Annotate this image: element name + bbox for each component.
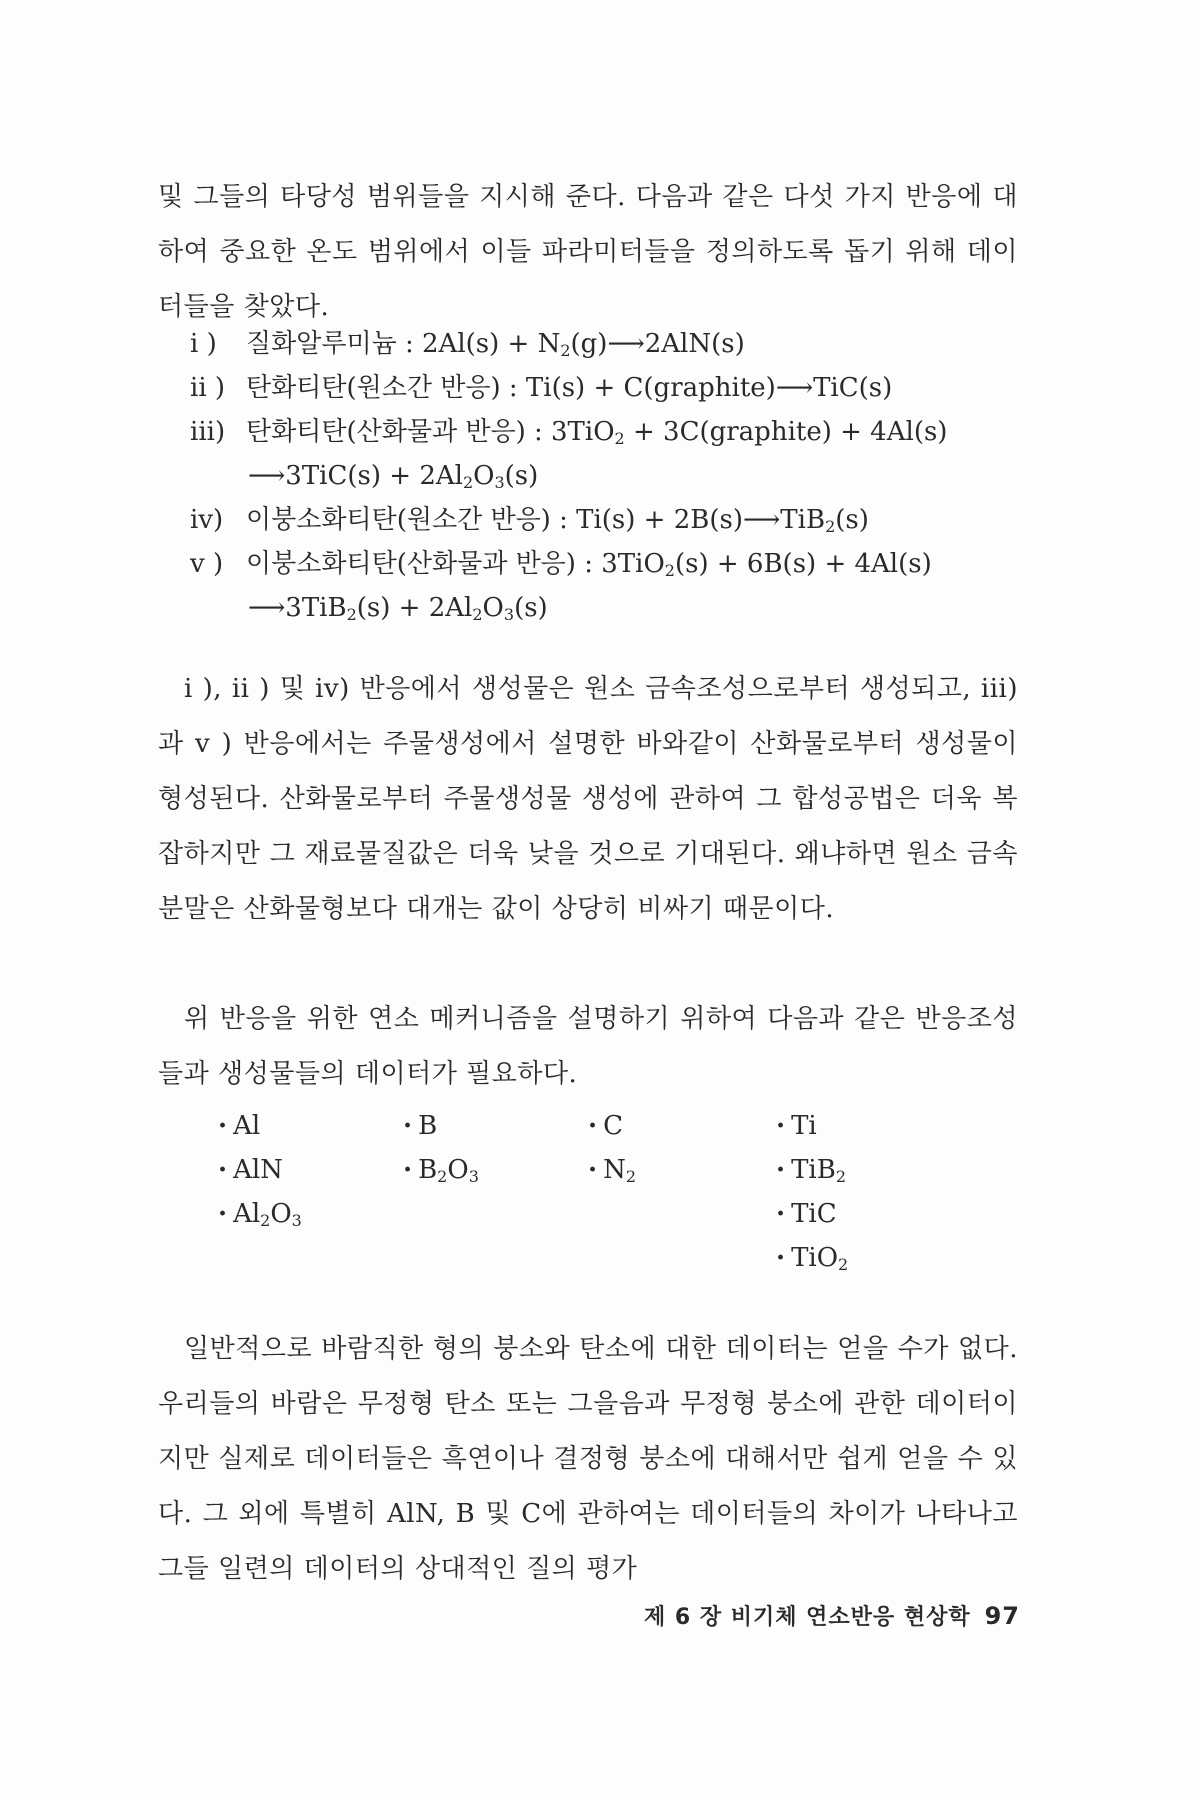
species-formula [233, 1111, 260, 1141]
formula-text: O [482, 593, 504, 623]
reaction-item [190, 498, 1010, 542]
formula-text: (g) [570, 329, 608, 359]
species-item [403, 1148, 479, 1192]
formula-text: Al [233, 1199, 261, 1229]
subscript: 3 [503, 605, 515, 624]
paragraph-data-availability [158, 1322, 1018, 1597]
species-item [403, 1104, 479, 1148]
arrow-icon: ⟶ [248, 593, 286, 623]
subscript: 2 [437, 1167, 448, 1186]
products [813, 373, 892, 403]
formula-text: Ti(s) + 2B(s) [576, 505, 744, 535]
species-formula [603, 1111, 623, 1141]
subscript: 2 [835, 1167, 847, 1186]
formula-text: O [473, 461, 495, 491]
products [285, 454, 538, 498]
formula-text: B [418, 1155, 438, 1185]
reaction-number: v ) [190, 549, 224, 579]
paragraph-mechanism [158, 992, 1018, 1102]
reaction-name: 탄화티탄(원소간 반응) [246, 373, 501, 403]
subscript: 2 [560, 341, 571, 360]
subscript: 2 [838, 1255, 849, 1274]
species-formula [791, 1111, 817, 1141]
arrow-icon: ⟶ [743, 505, 781, 535]
formula-text: N [603, 1155, 626, 1185]
formula-text: B [418, 1111, 438, 1141]
reaction-body [246, 366, 892, 410]
subscript: 3 [291, 1211, 302, 1230]
reactants [526, 373, 776, 403]
page-footer [600, 1600, 1020, 1631]
paragraph-text: i ), ii ) 및 iv) 반응에서 생성물은 원소 금속조성으로부터 생성되고, iii)과 v ) 반응에서는 주물생성에서 설명한 바와같이 산화물로부터 생성물이 형성된다. 산화물로부터 주물생성물 생성에 관하여 그 합성공법은 더욱 복잡하지만 그 재료물질값은 더욱 낮을 것으로 기대된다. 왜냐하면 원소 금속분말은 산화물형보다 대개는 값이 상당히 비싸기 때문이다. [158, 674, 1018, 924]
formula-text: 3TiO [601, 549, 665, 579]
formula-text: TiO [791, 1243, 839, 1273]
separator: : [575, 549, 602, 579]
reaction-name: 이붕소화티탄(산화물과 반응) [246, 549, 576, 579]
formula-text: Al [233, 1111, 261, 1141]
separator: : [500, 373, 526, 403]
formula-text: TiC(s) [813, 373, 893, 403]
formula-text: 3TiC(s) + 2Al [285, 461, 463, 491]
reaction-name: 탄화티탄(산화물과 반응) [246, 417, 526, 447]
species-item [218, 1104, 302, 1148]
formula-text: O [270, 1199, 292, 1229]
reaction-item [190, 322, 1010, 366]
paragraph-products [158, 662, 1018, 937]
reaction-name: 질화알루미늄 [246, 329, 397, 359]
formula-text: AlN [233, 1155, 283, 1185]
separator: : [550, 505, 577, 535]
reaction-continuation [190, 586, 1010, 630]
reaction-list [190, 322, 1010, 630]
species-column [218, 1104, 302, 1236]
formula-text: C [603, 1111, 623, 1141]
species-formula [791, 1155, 846, 1185]
reaction-name: 이붕소화티탄(원소간 반응) [246, 505, 551, 535]
formula-text: 3TiO [551, 417, 615, 447]
chapter-title: 제 6 장 비기체 연소반응 현상학 [643, 1605, 971, 1630]
species-column [776, 1104, 848, 1280]
species-item [776, 1192, 848, 1236]
reaction-number: iii) [190, 417, 226, 447]
paragraph-text: 일반적으로 바람직한 형의 붕소와 탄소에 대한 데이터는 얻을 수가 없다. 우리들의 바람은 무정형 탄소 또는 그을음과 무정형 붕소에 관한 데이터이지만 실제로 데이터들은 흑연이나 결정형 붕소에 대해서만 쉽게 얻을 수 있다. 그 외에 특별히 AlN, B 및 C에 관하여는 데이터들의 차이가 나타나고 그들 일련의 데이터의 상대적인 질의 평가 [158, 1334, 1018, 1584]
species-item [776, 1236, 848, 1280]
species-item [776, 1148, 848, 1192]
reaction-item [190, 410, 1010, 454]
reactants [576, 505, 743, 535]
reaction-number: i ) [190, 329, 217, 359]
species-formula [791, 1199, 837, 1229]
arrow-icon: ⟶ [248, 461, 286, 491]
separator: : [396, 329, 422, 359]
species-formula [233, 1199, 302, 1229]
subscript: 3 [468, 1167, 479, 1186]
species-column [403, 1104, 479, 1192]
species-item [218, 1192, 302, 1236]
species-formula [418, 1155, 479, 1185]
subscript: 2 [346, 605, 357, 624]
arrow-icon: ⟶ [775, 373, 814, 403]
reaction-continuation [190, 454, 1010, 498]
subscript: 2 [462, 473, 474, 492]
paragraph-text: 및 그들의 타당성 범위들을 지시해 준다. 다음과 같은 다섯 가지 반응에 대하여 중요한 온도 범위에서 이들 파라미터들을 정의하도록 돕기 위해 데이터들을 찾았다. [158, 182, 1018, 322]
subscript: 2 [625, 1167, 636, 1186]
products [780, 505, 869, 535]
species-item [588, 1104, 636, 1148]
formula-text: (s) [835, 505, 869, 535]
reaction-item [190, 366, 1010, 410]
reactants [601, 549, 932, 579]
formula-text: Ti [791, 1111, 817, 1141]
products [285, 586, 547, 630]
formula-text: (s) [504, 461, 539, 491]
formula-text: TiC [791, 1199, 837, 1229]
formula-text: 2Al(s) + N [422, 329, 561, 359]
species-formula [233, 1155, 283, 1185]
formula-text: Ti(s) + C(graphite) [525, 373, 776, 403]
species-item [588, 1148, 636, 1192]
separator: : [525, 417, 552, 447]
subscript: 3 [494, 473, 505, 492]
formula-text: 2AlN(s) [644, 329, 745, 359]
paragraph-intro [158, 170, 1018, 335]
subscript: 2 [614, 429, 625, 448]
arrow-icon: ⟶ [607, 329, 645, 359]
species-formula [418, 1111, 437, 1141]
subscript: 2 [260, 1211, 271, 1230]
paragraph-text: 위 반응을 위한 연소 메커니즘을 설명하기 위하여 다음과 같은 반응조성들과 생성물들의 데이터가 필요하다. [158, 1004, 1018, 1089]
species-formula [603, 1155, 636, 1185]
formula-text: (s) [514, 593, 548, 623]
reactants [551, 417, 947, 447]
species-column [588, 1104, 636, 1192]
formula-text: + 3C(graphite) + 4Al(s) [624, 417, 948, 447]
subscript: 2 [472, 605, 483, 624]
species-item [218, 1148, 302, 1192]
formula-text: (s) + 6B(s) + 4Al(s) [674, 549, 932, 579]
products [645, 329, 745, 359]
reaction-body [246, 498, 869, 542]
reaction-body [246, 322, 745, 366]
reaction-number: ii ) [190, 373, 226, 403]
formula-text: TiB [791, 1155, 836, 1185]
species-formula [791, 1243, 848, 1273]
formula-text: O [447, 1155, 469, 1185]
page-number: 97 [984, 1602, 1020, 1630]
species-item [776, 1104, 848, 1148]
reaction-body [246, 542, 932, 586]
reaction-item [190, 542, 1010, 586]
subscript: 2 [664, 561, 675, 580]
reaction-body [246, 410, 947, 454]
formula-text: (s) + 2Al [356, 593, 473, 623]
formula-text: TiB [780, 505, 826, 535]
formula-text: 3TiB [285, 593, 347, 623]
subscript: 2 [825, 517, 836, 536]
reactants [422, 329, 607, 359]
reaction-number: iv) [190, 505, 224, 535]
